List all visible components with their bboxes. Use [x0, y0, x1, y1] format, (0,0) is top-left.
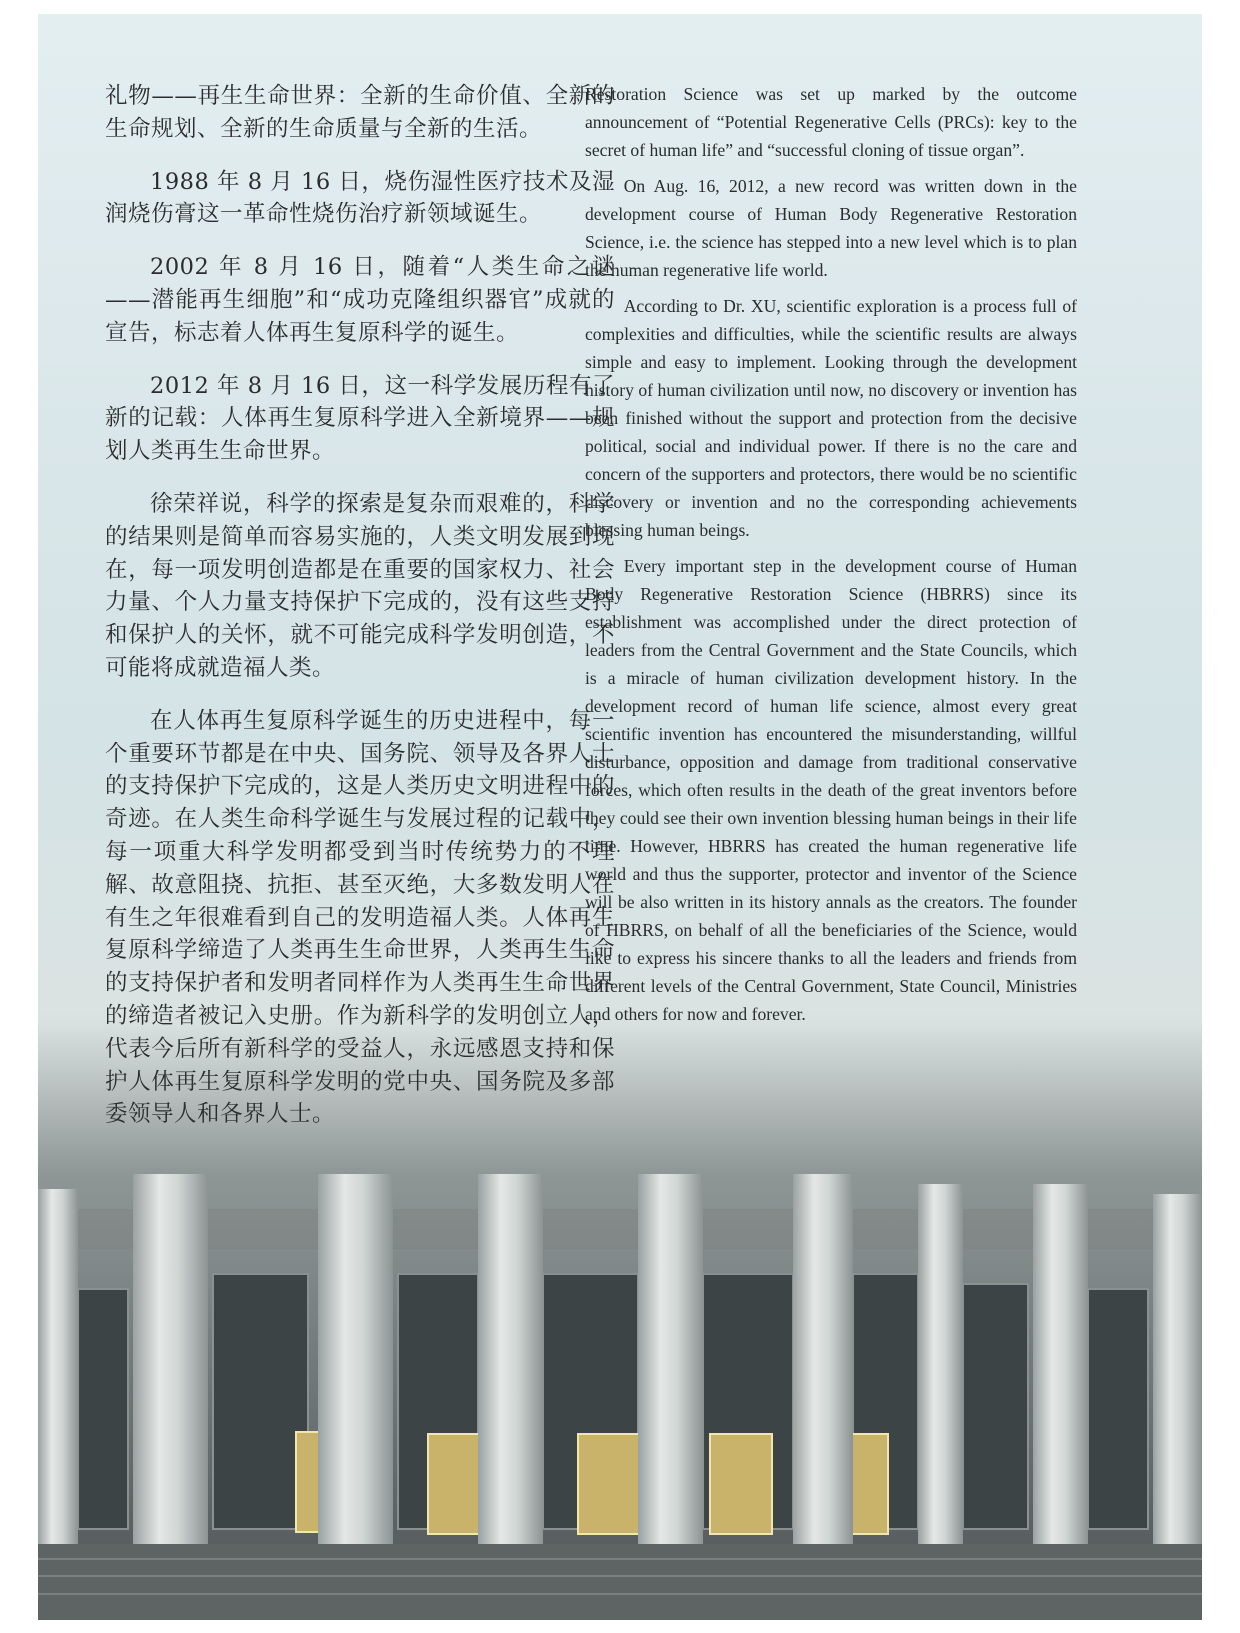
en-paragraph: Restoration Science was set up marked by the outcome announcement of “Potential Regenerative Cells (PRCs): key to the secret of human life” and “successful cloning of tissue organ”.: [585, 84, 1077, 160]
zh-paragraph: 2002 年 8 月 16 日，随着“人类生命之谜——潜能再生细胞”和“成功克隆组织器官”成就的宣告，标志着人体再生复原科学的诞生。: [105, 254, 615, 346]
zh-paragraph: 徐荣祥说，科学的探索是复杂而艰难的，科学的结果则是简单而容易实施的，人类文明发展到现在，每一项发明创造都是在重要的国家权力、社会力量、个人力量支持保护下完成的，没有这些支持和保护人的关怀，就不可能完成科学发明创造，不可能将成就造福人类。: [105, 490, 615, 681]
zh-paragraph: 1988 年 8 月 16 日，烧伤湿性医疗技术及湿润烧伤膏这一革命性烧伤治疗新领域诞生。: [105, 168, 615, 228]
en-paragraph: On Aug. 16, 2012, a new record was written down in the development course of Human Body Regenerative Restoration Science, i.e. the science has stepped into a new level which is to plan the human regenerative life world.: [585, 176, 1077, 280]
en-paragraph: According to Dr. XU, scientific exploration is a process full of complexities and difficulties, while the scientific results are always simple and easy to implement. Looking through the development history of human civilization until now, no discovery or invention has been finished without the support and protection from the decisive political, social and individual power. If there is no the care and concern of the supporters and protectors, there would be no scientific discovery or invention and no the corresponding achievements blessing human beings.: [585, 296, 1077, 540]
chinese-text-column: [105, 80, 615, 1151]
zh-paragraph: 礼物——再生生命世界：全新的生命价值、全新的生命规划、全新的生命质量与全新的生活。: [105, 83, 615, 142]
zh-paragraph: 在人体再生复原科学诞生的历史进程中，每一个重要环节都是在中央、国务院、领导及各界人士的支持保护下完成的，这是人类历史文明进程中的奇迹。在人类生命科学诞生与发展过程的记载中，每一项重大科学发明都受到当时传统势力的不理解、故意阻挠、抗拒、甚至灭绝，大多数发明人在有生之年很难看到自己的发明造福人类。人体再生复原科学缔造了人类再生生命世界，人类再生生命的支持保护者和发明者同样作为人类再生生命世界的缔造者被记入史册。作为新科学的发明创立人，代表今后所有新科学的受益人，永远感恩支持和保护人体再生复原科学发明的党中央、国务院及多部委领导人和各界人士。: [105, 707, 615, 1128]
en-paragraph: Every important step in the development course of Human Body Regenerative Restoration Science (HBRRS) since its establishment was accomplished under the direct protection of leaders from the Central Government and the State Councils, which is a miracle of human civilization development history. In the development record of human life science, almost every great scientific invention has encountered the misunderstanding, willful disturbance, opposition and damage from traditional conservative forces, which often results in the death of the great inventors before they could see their own invention blessing human beings in their life time. However, HBRRS has created the human regenerative life world and thus the supporter, protector and inventor of the Science will be also written in its history annals as the creators. The founder of HBRRS, on behalf of all the beneficiaries of the Science, would like to express his sincere thanks to all the leaders and friends from different levels of the Central Government, State Council, Ministries and others for now and forever.: [585, 556, 1077, 1024]
english-text-column: [585, 80, 1077, 1036]
zh-paragraph: 2012 年 8 月 16 日，这一科学发展历程有了新的记载：人体再生复原科学进入全新境界——规划人类再生生命世界。: [105, 372, 615, 465]
